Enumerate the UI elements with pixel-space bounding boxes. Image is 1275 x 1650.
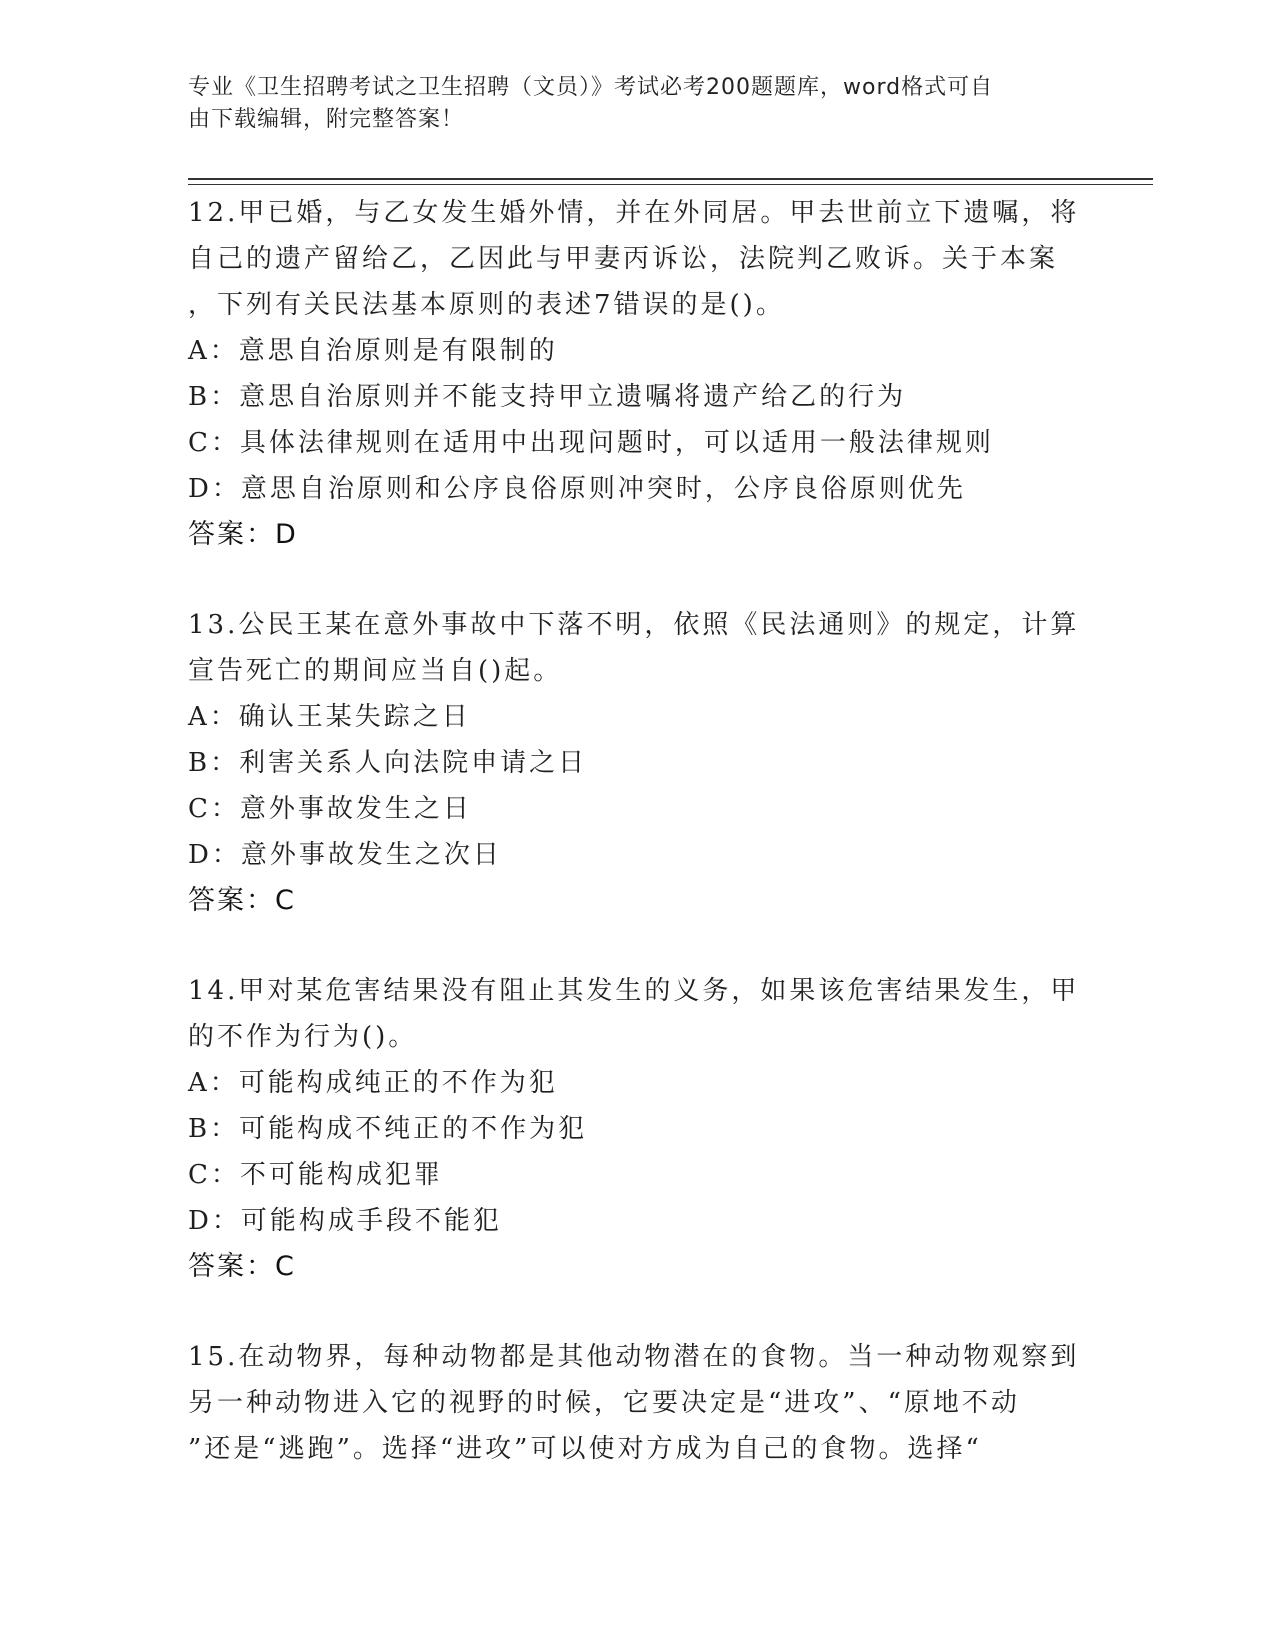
- answer-line: 答案：C: [188, 1251, 296, 1282]
- stem-line: 14.甲对某危害结果没有阻止其发生的义务，如果该危害结果发生，甲: [188, 976, 1080, 1006]
- option-d: D：意思自治原则和公序良俗原则冲突时，公序良俗原则优先: [188, 474, 966, 504]
- question-stem: [188, 1334, 1088, 1472]
- answer-line: 答案：D: [188, 519, 298, 550]
- option-d: D：可能构成手段不能犯: [188, 1206, 502, 1236]
- document-header: [188, 72, 1088, 136]
- question-stem: [188, 190, 1088, 328]
- stem-line: 15.在动物界，每种动物都是其他动物潜在的食物。当一种动物观察到: [188, 1342, 1080, 1372]
- question-stem: [188, 968, 1088, 1060]
- option-c: C：意外事故发生之日: [188, 794, 472, 824]
- answer-line: 答案：C: [188, 885, 296, 916]
- question-stem: [188, 602, 1088, 694]
- stem-line: 的不作为行为()。: [188, 1022, 418, 1052]
- question-12: [188, 190, 1088, 558]
- header-divider-thin: [188, 184, 1153, 185]
- stem-line: 12.甲已婚，与乙女发生婚外情，并在外同居。甲去世前立下遗嘱，将: [188, 198, 1080, 228]
- option-c: C：具体法律规则在适用中出现问题时，可以适用一般法律规则: [188, 428, 994, 458]
- question-14: [188, 968, 1088, 1290]
- option-a: A：确认王某失踪之日: [188, 702, 471, 732]
- stem-line: 自己的遗产留给乙，乙因此与甲妻丙诉讼，法院判乙败诉。关于本案: [188, 244, 1059, 274]
- option-b: B：可能构成不纯正的不作为犯: [188, 1114, 588, 1144]
- stem-line: 宣告死亡的期间应当自()起。: [188, 656, 563, 686]
- header-divider-thick: [188, 178, 1153, 180]
- option-b: B：利害关系人向法院申请之日: [188, 748, 588, 778]
- stem-line: 另一种动物进入它的视野的时候，它要决定是“进攻”、“原地不动: [188, 1388, 1020, 1418]
- stem-line: 13.公民王某在意外事故中下落不明，依照《民法通则》的规定，计算: [188, 610, 1080, 640]
- option-a: A：意思自治原则是有限制的: [188, 336, 558, 366]
- question-13: [188, 602, 1088, 924]
- stem-line: ，下列有关民法基本原则的表述7错误的是()。: [188, 290, 785, 320]
- option-b: B：意思自治原则并不能支持甲立遗嘱将遗产给乙的行为: [188, 382, 907, 412]
- question-list: [188, 190, 1088, 1516]
- stem-line: ”还是“逃跑”。选择“进攻”可以使对方成为自己的食物。选择“: [188, 1434, 982, 1464]
- option-a: A：可能构成纯正的不作为犯: [188, 1068, 558, 1098]
- header-line-1: 专业《卫生招聘考试之卫生招聘（文员）》考试必考200题题库，word格式可自: [188, 75, 994, 100]
- option-d: D：意外事故发生之次日: [188, 840, 502, 870]
- question-15: [188, 1334, 1088, 1472]
- option-c: C：不可能构成犯罪: [188, 1160, 443, 1190]
- header-line-2: 由下载编辑，附完整答案！: [188, 107, 465, 132]
